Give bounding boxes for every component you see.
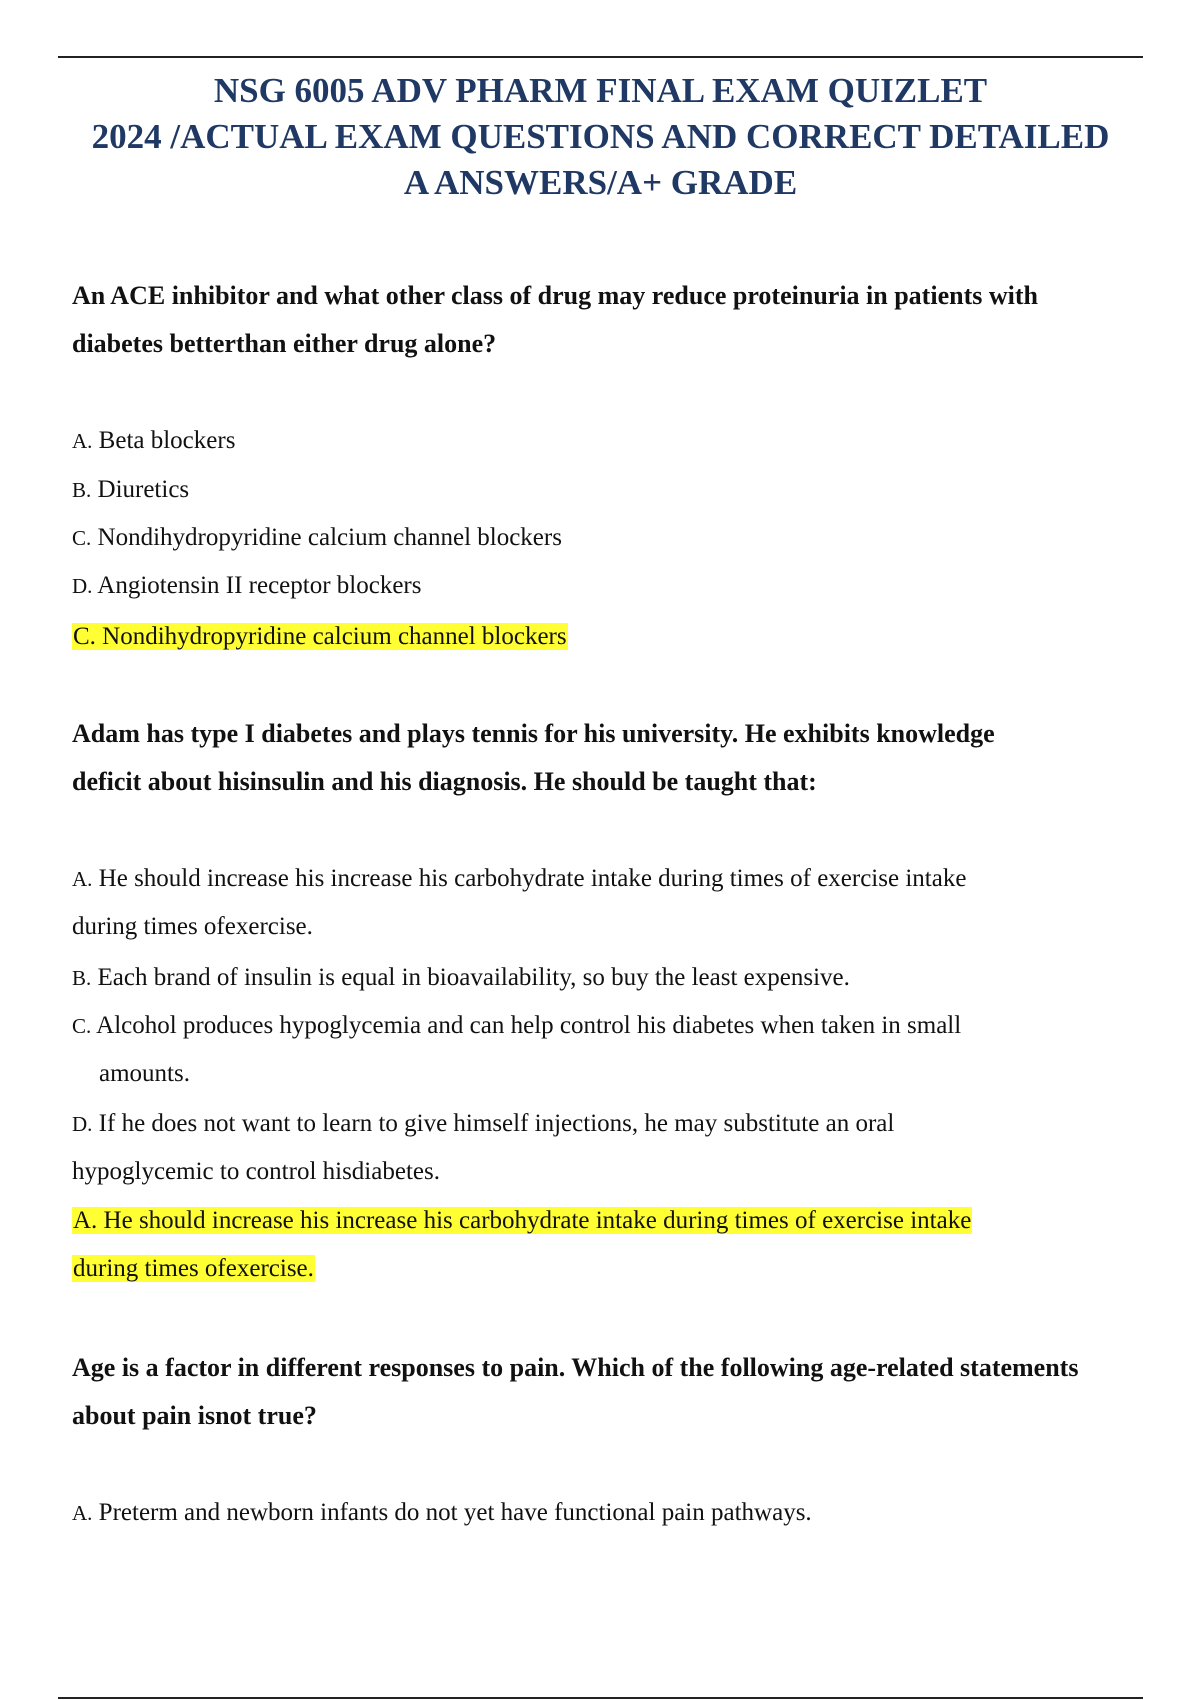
title-line-2: 2024 /ACTUAL EXAM QUESTIONS AND CORRECT DETAILED <box>91 117 1110 156</box>
option-text: If he does not want to learn to give himself injections, he may substitute an oral <box>98 1110 895 1137</box>
question-2-option-b <box>72 954 1132 1002</box>
top-rule <box>58 56 1143 58</box>
option-letter: C. <box>72 526 92 550</box>
question-1-stem-line-2: diabetes betterthan either drug alone? <box>72 329 497 358</box>
question-1-option-d <box>72 562 1132 610</box>
option-text: Preterm and newborn infants do not yet have functional pain pathways. <box>98 1499 812 1526</box>
question-3-stem-line-2: about pain isnot true? <box>72 1401 317 1430</box>
question-2-option-d <box>72 1100 1132 1196</box>
question-3-stem <box>72 1344 1172 1440</box>
answer-highlight: C. Nondihydropyridine calcium channel blockers <box>73 623 567 650</box>
question-2-answer <box>72 1197 972 1293</box>
question-2-stem-line-1: Adam has type I diabetes and plays tennis for his university. He exhibits knowledge <box>72 719 995 748</box>
answer-highlight-line-2: during times ofexercise. <box>73 1255 314 1282</box>
question-1-option-b <box>72 466 1132 514</box>
option-letter: A. <box>72 429 93 453</box>
option-letter: C. <box>72 1014 92 1038</box>
option-letter: A. <box>72 867 93 891</box>
option-letter: D. <box>72 574 93 598</box>
title-line-3: A ANSWERS/A+ GRADE <box>403 163 798 202</box>
option-text: He should increase his increase his carbohydrate intake during times of exercise intake <box>98 865 967 892</box>
option-letter: A. <box>72 1501 93 1525</box>
question-2-option-a <box>72 855 1132 951</box>
option-text: Nondihydropyridine calcium channel blockers <box>97 524 562 551</box>
option-text: Diuretics <box>97 476 190 503</box>
question-1-option-a <box>72 417 1132 465</box>
page-title <box>58 68 1143 206</box>
option-text-continued: amounts. <box>99 1060 190 1087</box>
bottom-rule <box>58 1697 1143 1699</box>
option-text: Each brand of insulin is equal in bioavailability, so buy the least expensive. <box>97 964 850 991</box>
option-text-continued: during times ofexercise. <box>72 913 313 940</box>
question-2-stem-line-2: deficit about hisinsulin and his diagnosis. He should be taught that: <box>72 767 817 796</box>
option-text: Angiotensin II receptor blockers <box>97 572 422 599</box>
option-letter: B. <box>72 966 92 990</box>
question-2-stem <box>72 710 1172 806</box>
option-text-continued: hypoglycemic to control hisdiabetes. <box>72 1158 440 1185</box>
answer-highlight-line-1: A. He should increase his increase his carbohydrate intake during times of exercise intake <box>73 1207 972 1234</box>
question-3-option-a <box>72 1489 1132 1537</box>
option-letter: D. <box>72 1112 93 1136</box>
option-text: Alcohol produces hypoglycemia and can help control his diabetes when taken in small <box>96 1012 962 1039</box>
question-1-answer <box>72 613 568 661</box>
option-text: Beta blockers <box>98 427 236 454</box>
question-3-stem-line-1: Age is a factor in different responses to pain. Which of the following age-related statements <box>72 1353 1079 1382</box>
question-1-option-c <box>72 514 1132 562</box>
option-letter: B. <box>72 478 92 502</box>
question-1-stem-line-1: An ACE inhibitor and what other class of drug may reduce proteinuria in patients with <box>72 281 1038 310</box>
question-1-stem <box>72 272 1172 368</box>
question-2-option-c <box>72 1002 1132 1098</box>
title-line-1: NSG 6005 ADV PHARM FINAL EXAM QUIZLET <box>213 71 988 110</box>
